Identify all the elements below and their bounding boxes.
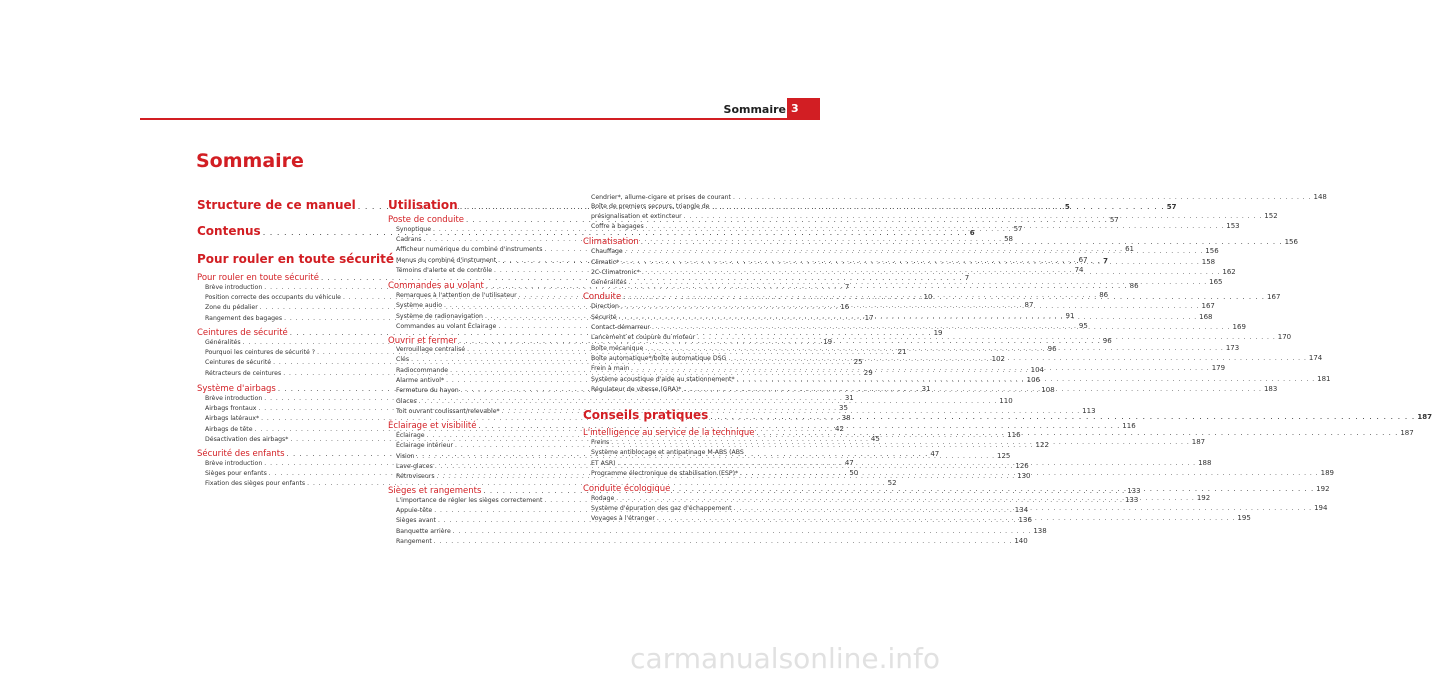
toc-entry-label: Structure de ce manuel <box>197 198 356 212</box>
toc-page-number: 148 <box>1313 193 1327 201</box>
toc-leader-dots <box>623 248 1206 255</box>
toc-entry-label: Programme électronique de stabilisation (ESP)* <box>591 470 739 477</box>
toc-entry-label: Boîte mécanique <box>591 345 644 352</box>
toc-page-number: 158 <box>1201 258 1216 266</box>
toc-leader-dots <box>650 324 1233 331</box>
toc-leader-dots <box>627 279 1210 286</box>
toc-page-number: 187 <box>1191 438 1206 446</box>
toc-leader-dots <box>732 505 1315 512</box>
toc-item-row <box>388 527 1047 535</box>
toc-leader-dots <box>451 528 1034 535</box>
toc-page-number: 45 <box>870 435 880 443</box>
toc-entry-label: Éclairage et visibilité <box>388 421 477 431</box>
toc-entry-label: L'importance de régler les sièges correctement <box>396 497 543 504</box>
toc-entry-label: Brève introduction <box>205 395 263 402</box>
toc-entry-label: Sièges et rangements <box>388 486 482 496</box>
toc-page-number: 181 <box>1317 375 1331 383</box>
toc-page-number: 169 <box>1232 323 1246 331</box>
toc-page-number: 25 <box>853 358 863 366</box>
toc-item-row <box>583 449 771 456</box>
toc-entry-label: Rétracteurs de ceintures <box>205 370 282 377</box>
toc-entry-label: Vision <box>396 453 415 460</box>
toc-page-number: 7 <box>964 274 970 282</box>
toc-page-number: 173 <box>1225 344 1240 352</box>
toc-leader-dots <box>640 269 1223 276</box>
toc-page-number: 42 <box>835 425 844 433</box>
toc-entry-label: Poste de conduite <box>388 215 465 225</box>
toc-leader-dots <box>755 429 1401 437</box>
toc-page-number: 126 <box>1015 462 1029 470</box>
toc-entry-label: Appuie-tête <box>396 507 433 514</box>
toc-entry-label: Conduite écologique <box>583 484 671 494</box>
toc-page-number: 96 <box>1102 337 1112 345</box>
toc-entry-label: Brève introduction <box>205 460 263 467</box>
toc-entry-label: Rodage <box>591 495 615 502</box>
toc-entry-label: Freins <box>591 439 610 446</box>
toc-page-number: 187 <box>1400 429 1414 437</box>
toc-page-number: 113 <box>1082 407 1096 415</box>
toc-entry-label: Brève introduction <box>205 284 263 291</box>
toc-page-number: 50 <box>849 469 859 477</box>
toc-entry-label: Menus du combiné d'instrument <box>396 257 497 264</box>
watermark-text: carmanualsonline.info <box>630 642 940 675</box>
toc-entry-label: Généralités <box>591 279 627 286</box>
toc-page-number: 29 <box>863 369 873 377</box>
toc-entry-label: Boîte de premiers secours, triangle de <box>591 203 710 210</box>
toc-entry-label: Pour rouler en toute sécurité <box>197 273 319 283</box>
toc-page-number: 194 <box>1314 504 1328 512</box>
toc-entry-label: Cendrier*, allume-cigare et prises de courant <box>591 194 731 201</box>
toc-entry-label: Généralités <box>205 339 241 346</box>
toc-page-number: 58 <box>1004 235 1013 243</box>
toc-page-number: 7 <box>1103 257 1108 265</box>
toc-leader-dots <box>619 303 1202 310</box>
toc-leader-dots <box>695 334 1278 341</box>
toc-entry-label: Pourquoi les ceintures de sécurité ? <box>205 349 316 356</box>
toc-leader-dots <box>617 314 1200 321</box>
toc-entry-label: Système audio <box>396 302 442 309</box>
toc-entry-label: Alarme antivol* <box>396 377 445 384</box>
toc-leader-dots <box>738 470 1321 477</box>
toc-entry-label: Commandes au volant <box>388 281 484 291</box>
toc-page-number: 110 <box>999 397 1013 405</box>
toc-page-number: 74 <box>1074 266 1084 274</box>
toc-item-row <box>197 479 897 487</box>
toc-page-number: 192 <box>1196 494 1211 502</box>
toc-entry-label: Conseils pratiques <box>583 408 709 422</box>
toc-entry-label: Clés <box>396 356 410 363</box>
toc-entry-label: Rétroviseurs <box>396 473 435 480</box>
toc-page-number: 168 <box>1199 313 1213 321</box>
toc-page-number: 96 <box>1047 345 1057 353</box>
toc-page-number: 165 <box>1209 278 1223 286</box>
toc-leader-dots <box>417 398 1000 405</box>
toc-page-number: 125 <box>997 452 1011 460</box>
toc-leader-dots <box>726 355 1309 362</box>
toc-page-number: 86 <box>1099 291 1109 299</box>
toc-page-number: 133 <box>1127 487 1141 495</box>
toc-entry-label: Banquette arrière <box>396 528 451 535</box>
page-title: Sommaire <box>196 150 304 172</box>
toc-page-number: 17 <box>864 314 874 322</box>
toc-page-number: 138 <box>1033 527 1047 535</box>
toc-entry-label: Radiocommande <box>396 367 449 374</box>
toc-leader-dots <box>458 202 1167 211</box>
toc-entry-label: Position correcte des occupants du véhicule <box>205 294 341 301</box>
toc-entry-label: Commandes au volant Éclairage <box>396 323 497 330</box>
toc-page-number: 167 <box>1267 293 1281 301</box>
toc-leader-dots <box>644 223 1227 230</box>
toc-entry-label: Afficheur numérique du combiné d'instruments <box>396 246 543 253</box>
toc-page-number: 35 <box>838 404 848 412</box>
toc-entry-label: Contact-démarreur <box>591 324 650 331</box>
toc-entry-label: Sièges avant <box>396 517 436 524</box>
toc-entry-label: Cadrans <box>396 236 422 243</box>
toc-page-number: 47 <box>930 450 940 458</box>
toc-entry-label: Système de radionavigation <box>396 313 483 320</box>
toc-page-number: 174 <box>1308 354 1323 362</box>
running-header-title: Sommaire <box>723 103 786 116</box>
toc-page-number: 7 <box>844 283 850 291</box>
toc-page-number: 47 <box>844 459 854 467</box>
toc-entry-label: Sièges pour enfants <box>205 470 267 477</box>
toc-page-number: 195 <box>1237 514 1251 522</box>
toc-page-number: 183 <box>1263 385 1278 393</box>
toc-entry-label: Verrouillage centralisé <box>396 346 466 353</box>
toc-entry-label: Voyages à l'étranger <box>591 515 655 522</box>
toc-page-number: 189 <box>1320 469 1334 477</box>
toc-page-number: 57 <box>1109 216 1119 224</box>
toc-entry-label: Éclairage <box>396 432 425 439</box>
toc-leader-dots <box>670 485 1316 493</box>
toc-entry-label: Fixation des sièges pour enfants <box>205 480 306 487</box>
toc-entry-label: présignalisation et extincteur <box>591 213 682 220</box>
toc-page-number: 116 <box>1007 431 1021 439</box>
toc-page-number: 19 <box>933 329 943 337</box>
toc-page-number: 133 <box>1124 496 1139 504</box>
toc-page-number: 122 <box>1035 441 1049 449</box>
toc-leader-dots <box>616 460 1199 467</box>
toc-page-number: 140 <box>1014 537 1028 545</box>
toc-page-number: 162 <box>1222 268 1236 276</box>
toc-page-number: 16 <box>840 303 850 311</box>
toc-page-number: 167 <box>1201 302 1215 310</box>
toc-page-number: 170 <box>1277 333 1292 341</box>
toc-page-number: 156 <box>1205 247 1219 255</box>
toc-entry-label: Contenus <box>197 224 261 238</box>
toc-entry-label: Conduite <box>583 292 622 302</box>
toc-entry-label: Rangement <box>396 538 432 545</box>
toc-leader-dots <box>735 376 1318 383</box>
toc-page-number: 102 <box>991 355 1005 363</box>
toc-page-number: 61 <box>1125 245 1134 253</box>
toc-page-number: 57 <box>1166 203 1177 211</box>
toc-entry-label: ET ASR) <box>591 460 616 467</box>
toc-page-number: 67 <box>1078 256 1088 264</box>
toc-page-number: 52 <box>887 479 897 487</box>
toc-entry-label: Climatic* <box>591 259 620 266</box>
toc-entry-label: Système antiblocage et antipatinage M-ABS (ABS <box>591 449 744 456</box>
toc-page-number: 5 <box>1064 203 1070 211</box>
toc-entry-label: Chauffage <box>591 248 623 255</box>
toc-entry-label: Lancement et coupure du moteur <box>591 334 696 341</box>
toc-page-number: 21 <box>897 348 907 356</box>
toc-entry-label: Utilisation <box>388 198 458 212</box>
toc-page-number: 136 <box>1018 516 1032 524</box>
toc-page-number: 10 <box>923 293 933 301</box>
toc-page-number: 104 <box>1030 366 1044 374</box>
toc-page-number: 179 <box>1211 364 1226 372</box>
toc-page-number: 6 <box>969 229 975 237</box>
toc-leader-dots <box>619 259 1202 266</box>
toc-page-number: 38 <box>841 414 851 422</box>
toc-page-number: 31 <box>921 385 931 393</box>
toc-entry-label: Désactivation des airbags* <box>205 436 289 443</box>
toc-item-row <box>388 537 1028 545</box>
toc-entry-label: Sécurité <box>591 314 617 321</box>
toc-page-number: 116 <box>1122 422 1136 430</box>
toc-page-number: 188 <box>1198 459 1212 467</box>
toc-page-number: 134 <box>1014 506 1029 514</box>
toc-entry-label: Remarques à l'attention de l'utilisateur <box>396 292 517 299</box>
toc-leader-dots <box>639 238 1285 246</box>
toc-entry-label: Boîte automatique*/boîte automatique DSG <box>591 355 727 362</box>
toc-entry-label: Coffre à bagages <box>591 223 644 230</box>
toc-entry-label: Airbags frontaux <box>205 405 257 412</box>
toc-entry-label: Sécurité des enfants <box>197 449 285 459</box>
toc-page-number: 95 <box>1078 322 1088 330</box>
toc-entry-label: Régulateur de vitesse (GRA)* <box>591 386 682 393</box>
toc-entry-label: Glaces <box>396 398 417 405</box>
toc-page-number: 187 <box>1417 413 1432 421</box>
header-rule <box>140 118 820 120</box>
toc-entry-label: Système acoustique d'aide au stationnement* <box>591 376 735 383</box>
toc-entry-label: Témoins d'alerte et de contrôle <box>396 267 493 274</box>
toc-page-number: 156 <box>1284 238 1298 246</box>
toc-page-number: 91 <box>1065 312 1075 320</box>
toc-page-number: 31 <box>844 394 854 402</box>
toc-entry-label: Fermeture du hayon <box>396 387 459 394</box>
toc-entry-label: Rangement des bagages <box>205 315 283 322</box>
toc-entry-label: Airbags de tête <box>205 426 253 433</box>
toc-page-number: 108 <box>1041 386 1055 394</box>
toc-entry-label: Ceintures de sécurité <box>205 359 272 366</box>
toc-entry-label: Ouvrir et fermer <box>388 336 457 346</box>
toc-entry-label: Pour rouler en toute sécurité <box>197 252 395 266</box>
toc-page-number: 153 <box>1226 222 1240 230</box>
toc-leader-dots <box>681 386 1264 393</box>
toc-leader-dots <box>643 345 1226 352</box>
toc-entry-label: L'intelligence au service de la technique <box>583 428 755 438</box>
toc-entry-label: Synoptique <box>396 226 432 233</box>
page-number-badge: 3 <box>787 98 820 119</box>
toc-leader-dots <box>621 293 1267 301</box>
toc-item-row <box>583 203 771 210</box>
toc-entry-label: Direction <box>591 303 619 310</box>
toc-entry-label: Système d'épuration des gaz d'échappement <box>591 505 732 512</box>
toc-entry-label: Zone du pédalier <box>205 304 258 311</box>
toc-entry-label: Ceintures de sécurité <box>197 328 288 338</box>
toc-page-number: 130 <box>1017 472 1031 480</box>
toc-page-number: 86 <box>1129 282 1139 290</box>
toc-leader-dots <box>708 412 1417 421</box>
toc-leader-dots <box>629 365 1212 372</box>
toc-leader-dots <box>731 194 1314 201</box>
toc-page-number: 57 <box>1013 225 1023 233</box>
toc-page-number: 106 <box>1026 376 1041 384</box>
toc-entry-label: Système d'airbags <box>197 384 276 394</box>
toc-leader-dots <box>609 439 1192 446</box>
toc-entry-label: Toit ouvrant coulissant/relevable* <box>396 408 500 415</box>
toc-entry-label: Éclairage intérieur <box>396 442 453 449</box>
toc-entry-label: 2C-Climatronic* <box>591 269 640 276</box>
toc-page-number: 87 <box>1024 301 1034 309</box>
toc-leader-dots <box>682 213 1265 220</box>
toc-leader-dots <box>432 538 1015 545</box>
toc-item-row <box>583 193 1327 201</box>
toc-entry-label: Airbags latéraux* <box>205 415 260 422</box>
toc-leader-dots <box>614 495 1197 502</box>
toc-entry-label: Frein à main <box>591 365 630 372</box>
toc-page-number: 19 <box>823 338 833 346</box>
toc-page-number: 152 <box>1264 212 1278 220</box>
toc-page-number: 192 <box>1316 485 1330 493</box>
toc-leader-dots <box>655 515 1238 522</box>
toc-entry-label: Climatisation <box>583 237 639 247</box>
toc-entry-label: Lave-glaces <box>396 463 433 470</box>
